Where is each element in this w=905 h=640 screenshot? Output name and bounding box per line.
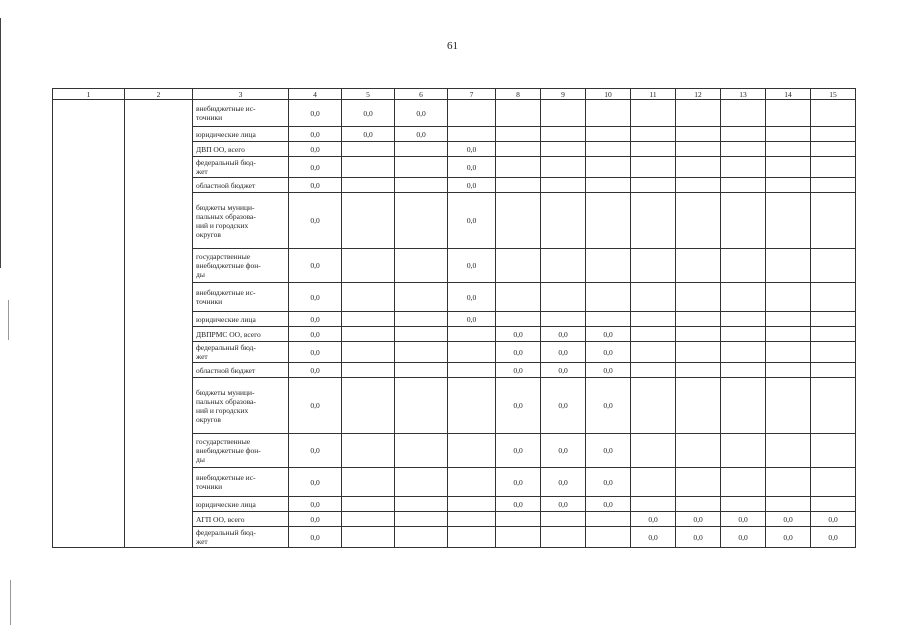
value-cell: 0,0 — [289, 193, 342, 249]
value-cell — [448, 497, 496, 512]
value-cell — [676, 127, 721, 142]
value-cell — [676, 378, 721, 434]
row-label: федеральный бюд- жет — [193, 157, 289, 178]
column-header: 13 — [721, 89, 766, 100]
value-cell — [676, 327, 721, 342]
value-cell — [631, 249, 676, 283]
value-cell — [676, 283, 721, 312]
value-cell: 0,0 — [496, 497, 541, 512]
value-cell — [631, 283, 676, 312]
column-header: 2 — [125, 89, 193, 100]
value-cell — [766, 193, 811, 249]
value-cell — [811, 378, 856, 434]
value-cell — [395, 142, 448, 157]
value-cell — [342, 157, 395, 178]
row-label: бюджеты муници- пальных образова- ний и городских округов — [193, 193, 289, 249]
value-cell — [395, 468, 448, 497]
value-cell — [676, 497, 721, 512]
value-cell — [342, 434, 395, 468]
value-cell: 0,0 — [496, 378, 541, 434]
value-cell — [496, 312, 541, 327]
value-cell — [342, 512, 395, 527]
value-cell — [631, 363, 676, 378]
value-cell — [586, 127, 631, 142]
value-cell — [811, 193, 856, 249]
value-cell — [766, 178, 811, 193]
value-cell: 0,0 — [586, 363, 631, 378]
value-cell — [395, 193, 448, 249]
value-cell: 0,0 — [448, 312, 496, 327]
value-cell — [541, 283, 586, 312]
value-cell — [541, 127, 586, 142]
row-label: областной бюджет — [193, 363, 289, 378]
value-cell: 0,0 — [289, 378, 342, 434]
value-cell — [395, 434, 448, 468]
value-cell — [676, 249, 721, 283]
value-cell — [541, 100, 586, 127]
value-cell: 0,0 — [811, 512, 856, 527]
value-cell: 0,0 — [541, 378, 586, 434]
value-cell — [676, 342, 721, 363]
value-cell — [766, 142, 811, 157]
value-cell — [676, 157, 721, 178]
value-cell: 0,0 — [541, 468, 586, 497]
value-cell — [631, 127, 676, 142]
value-cell — [766, 378, 811, 434]
value-cell — [395, 363, 448, 378]
value-cell — [721, 363, 766, 378]
value-cell — [541, 527, 586, 548]
value-cell — [766, 157, 811, 178]
value-cell — [395, 157, 448, 178]
value-cell: 0,0 — [586, 434, 631, 468]
value-cell — [586, 142, 631, 157]
value-cell: 0,0 — [541, 363, 586, 378]
value-cell — [586, 193, 631, 249]
value-cell — [448, 527, 496, 548]
budget-table — [52, 88, 856, 548]
value-cell — [586, 283, 631, 312]
value-cell — [342, 327, 395, 342]
value-cell — [541, 312, 586, 327]
column-header: 7 — [448, 89, 496, 100]
value-cell — [342, 342, 395, 363]
value-cell — [811, 468, 856, 497]
value-cell — [721, 100, 766, 127]
column-header: 8 — [496, 89, 541, 100]
value-cell — [721, 468, 766, 497]
value-cell — [395, 497, 448, 512]
value-cell — [811, 249, 856, 283]
value-cell — [676, 363, 721, 378]
value-cell — [721, 178, 766, 193]
value-cell: 0,0 — [289, 127, 342, 142]
value-cell — [631, 142, 676, 157]
value-cell — [342, 363, 395, 378]
row-label: ДВПРМС ОО, всего — [193, 327, 289, 342]
value-cell: 0,0 — [586, 327, 631, 342]
value-cell — [631, 342, 676, 363]
value-cell: 0,0 — [342, 127, 395, 142]
column-header: 1 — [53, 89, 125, 100]
column-header: 3 — [193, 89, 289, 100]
value-cell: 0,0 — [541, 434, 586, 468]
value-cell — [496, 512, 541, 527]
value-cell — [811, 283, 856, 312]
value-cell: 0,0 — [289, 142, 342, 157]
row-label: государственные внебюджетные фон- ды — [193, 249, 289, 283]
value-cell: 0,0 — [289, 100, 342, 127]
value-cell — [811, 127, 856, 142]
value-cell: 0,0 — [289, 327, 342, 342]
row-label: юридические лица — [193, 127, 289, 142]
value-cell — [631, 327, 676, 342]
value-cell: 0,0 — [541, 327, 586, 342]
table-row — [53, 100, 856, 127]
value-cell — [395, 327, 448, 342]
value-cell — [496, 283, 541, 312]
value-cell — [342, 283, 395, 312]
value-cell — [448, 434, 496, 468]
value-cell — [721, 249, 766, 283]
value-cell — [631, 178, 676, 193]
value-cell — [586, 527, 631, 548]
value-cell — [448, 342, 496, 363]
value-cell — [766, 127, 811, 142]
value-cell — [676, 193, 721, 249]
value-cell: 0,0 — [586, 497, 631, 512]
value-cell — [342, 468, 395, 497]
table-header-row — [53, 89, 856, 100]
value-cell — [448, 327, 496, 342]
value-cell — [342, 378, 395, 434]
value-cell: 0,0 — [676, 512, 721, 527]
value-cell — [721, 157, 766, 178]
value-cell: 0,0 — [586, 468, 631, 497]
value-cell — [395, 512, 448, 527]
value-cell: 0,0 — [496, 342, 541, 363]
scan-margin-mark — [8, 300, 9, 340]
value-cell: 0,0 — [448, 283, 496, 312]
value-cell — [676, 468, 721, 497]
value-cell: 0,0 — [289, 527, 342, 548]
value-cell — [721, 497, 766, 512]
value-cell — [586, 249, 631, 283]
value-cell: 0,0 — [496, 468, 541, 497]
value-cell — [631, 193, 676, 249]
value-cell: 0,0 — [631, 512, 676, 527]
merged-empty-cell-col1 — [53, 100, 125, 548]
value-cell: 0,0 — [289, 178, 342, 193]
value-cell: 0,0 — [289, 497, 342, 512]
value-cell — [721, 193, 766, 249]
value-cell — [721, 342, 766, 363]
value-cell — [811, 157, 856, 178]
value-cell — [342, 178, 395, 193]
column-header: 11 — [631, 89, 676, 100]
value-cell — [721, 127, 766, 142]
value-cell — [541, 512, 586, 527]
value-cell: 0,0 — [766, 527, 811, 548]
value-cell — [586, 178, 631, 193]
value-cell — [448, 378, 496, 434]
value-cell — [811, 142, 856, 157]
value-cell — [395, 342, 448, 363]
value-cell — [541, 178, 586, 193]
value-cell — [342, 249, 395, 283]
value-cell — [496, 249, 541, 283]
value-cell — [766, 342, 811, 363]
column-header: 14 — [766, 89, 811, 100]
column-header: 12 — [676, 89, 721, 100]
value-cell — [586, 100, 631, 127]
value-cell — [586, 512, 631, 527]
scan-margin-mark — [10, 580, 11, 625]
page-number: 61 — [447, 40, 458, 52]
value-cell: 0,0 — [448, 157, 496, 178]
value-cell — [721, 434, 766, 468]
value-cell: 0,0 — [721, 527, 766, 548]
value-cell: 0,0 — [496, 363, 541, 378]
value-cell — [541, 249, 586, 283]
column-header: 5 — [342, 89, 395, 100]
value-cell — [395, 527, 448, 548]
value-cell — [631, 312, 676, 327]
value-cell — [676, 178, 721, 193]
value-cell — [448, 512, 496, 527]
row-label: АГП ОО, всего — [193, 512, 289, 527]
value-cell — [342, 312, 395, 327]
row-label: федеральный бюд- жет — [193, 527, 289, 548]
value-cell: 0,0 — [289, 157, 342, 178]
row-label: внебюджетные ис- точники — [193, 468, 289, 497]
value-cell — [766, 468, 811, 497]
value-cell — [541, 193, 586, 249]
value-cell: 0,0 — [342, 100, 395, 127]
value-cell — [448, 363, 496, 378]
value-cell — [395, 312, 448, 327]
value-cell: 0,0 — [541, 497, 586, 512]
value-cell — [342, 497, 395, 512]
value-cell — [721, 312, 766, 327]
value-cell — [811, 178, 856, 193]
value-cell: 0,0 — [448, 178, 496, 193]
row-label: государственные внебюджетные фон- ды — [193, 434, 289, 468]
value-cell: 0,0 — [289, 363, 342, 378]
value-cell: 0,0 — [496, 327, 541, 342]
value-cell: 0,0 — [631, 527, 676, 548]
value-cell: 0,0 — [289, 468, 342, 497]
row-label: внебюджетные ис- точники — [193, 283, 289, 312]
value-cell — [541, 157, 586, 178]
value-cell — [541, 142, 586, 157]
value-cell — [631, 497, 676, 512]
row-label: федеральный бюд- жет — [193, 342, 289, 363]
row-label: ДВП ОО, всего — [193, 142, 289, 157]
value-cell — [448, 100, 496, 127]
value-cell — [496, 157, 541, 178]
value-cell: 0,0 — [289, 283, 342, 312]
value-cell — [766, 434, 811, 468]
scan-edge-line — [0, 18, 1, 268]
value-cell — [586, 312, 631, 327]
value-cell — [395, 178, 448, 193]
value-cell — [811, 100, 856, 127]
value-cell: 0,0 — [448, 142, 496, 157]
column-header: 4 — [289, 89, 342, 100]
value-cell — [811, 497, 856, 512]
value-cell — [631, 100, 676, 127]
row-label: юридические лица — [193, 312, 289, 327]
value-cell — [766, 283, 811, 312]
column-header: 10 — [586, 89, 631, 100]
value-cell — [811, 312, 856, 327]
value-cell: 0,0 — [289, 249, 342, 283]
row-label: юридические лица — [193, 497, 289, 512]
value-cell — [395, 378, 448, 434]
value-cell — [766, 312, 811, 327]
value-cell — [631, 434, 676, 468]
value-cell — [721, 327, 766, 342]
value-cell: 0,0 — [289, 512, 342, 527]
value-cell: 0,0 — [395, 100, 448, 127]
value-cell — [496, 127, 541, 142]
value-cell — [766, 327, 811, 342]
value-cell — [766, 100, 811, 127]
value-cell: 0,0 — [448, 193, 496, 249]
value-cell — [721, 283, 766, 312]
value-cell: 0,0 — [586, 378, 631, 434]
value-cell — [676, 142, 721, 157]
row-label: бюджеты муници- пальных образова- ний и городских округов — [193, 378, 289, 434]
value-cell — [496, 527, 541, 548]
value-cell — [811, 327, 856, 342]
value-cell: 0,0 — [586, 342, 631, 363]
value-cell — [342, 193, 395, 249]
value-cell — [631, 157, 676, 178]
row-label: внебюджетные ис- точники — [193, 100, 289, 127]
value-cell: 0,0 — [496, 434, 541, 468]
value-cell — [721, 142, 766, 157]
value-cell — [766, 363, 811, 378]
value-cell — [496, 178, 541, 193]
value-cell — [342, 527, 395, 548]
value-cell — [395, 283, 448, 312]
merged-empty-cell-col2 — [125, 100, 193, 548]
value-cell — [811, 363, 856, 378]
value-cell: 0,0 — [448, 249, 496, 283]
value-cell — [342, 142, 395, 157]
value-cell — [811, 434, 856, 468]
value-cell: 0,0 — [289, 434, 342, 468]
value-cell: 0,0 — [395, 127, 448, 142]
value-cell: 0,0 — [721, 512, 766, 527]
value-cell — [395, 249, 448, 283]
value-cell — [676, 100, 721, 127]
value-cell — [496, 142, 541, 157]
column-header: 15 — [811, 89, 856, 100]
value-cell — [496, 100, 541, 127]
value-cell — [766, 497, 811, 512]
value-cell — [496, 193, 541, 249]
value-cell: 0,0 — [289, 312, 342, 327]
value-cell — [586, 157, 631, 178]
value-cell — [448, 468, 496, 497]
row-label: областной бюджет — [193, 178, 289, 193]
value-cell — [811, 342, 856, 363]
column-header: 9 — [541, 89, 586, 100]
value-cell — [631, 378, 676, 434]
column-header: 6 — [395, 89, 448, 100]
value-cell — [766, 249, 811, 283]
value-cell — [631, 468, 676, 497]
value-cell — [676, 312, 721, 327]
value-cell: 0,0 — [541, 342, 586, 363]
value-cell: 0,0 — [766, 512, 811, 527]
value-cell: 0,0 — [289, 342, 342, 363]
value-cell: 0,0 — [811, 527, 856, 548]
value-cell — [721, 378, 766, 434]
value-cell — [676, 434, 721, 468]
value-cell: 0,0 — [676, 527, 721, 548]
value-cell — [448, 127, 496, 142]
